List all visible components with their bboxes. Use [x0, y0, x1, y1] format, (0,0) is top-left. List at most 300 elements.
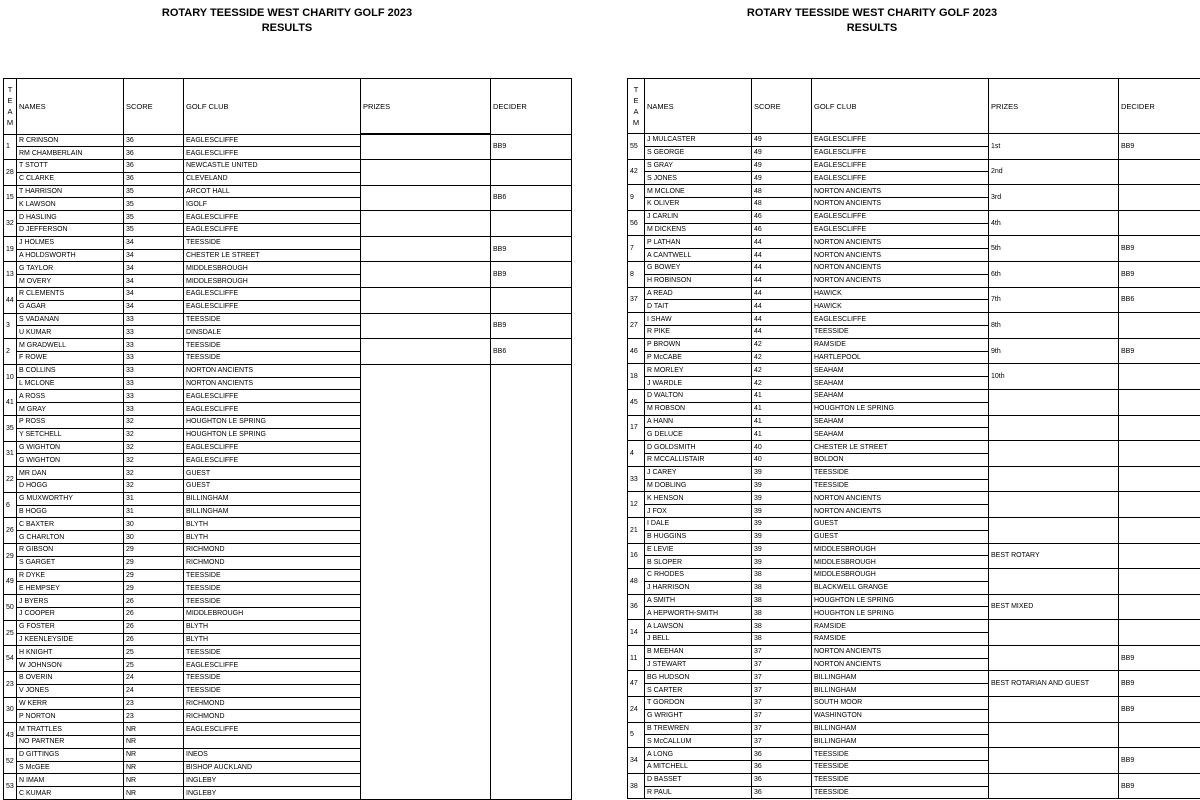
player-score: 33 — [124, 377, 184, 390]
player-score: 34 — [124, 262, 184, 275]
player-score: 44 — [752, 236, 812, 249]
golf-club: EAGLESCLIFFE — [184, 300, 361, 313]
decider-cell — [1119, 543, 1200, 569]
decider-cell: BB6 — [491, 339, 572, 365]
golf-club: NORTON ANCIENTS — [812, 197, 989, 210]
golf-club: TEESSIDE — [184, 236, 361, 249]
player-score: 38 — [752, 594, 812, 607]
golf-club: RAMSIDE — [812, 620, 989, 633]
player-name: P ROSS — [17, 416, 124, 429]
player-score: 36 — [124, 147, 184, 160]
prize-cell — [361, 160, 491, 186]
table-row — [628, 185, 1200, 198]
player-name: C KUMAR — [17, 787, 124, 800]
player-name: B HUGGINS — [645, 530, 752, 543]
golf-club: EAGLESCLIFFE — [184, 390, 361, 403]
table-row — [4, 134, 572, 147]
player-name: S JONES — [645, 172, 752, 185]
golf-club: INEOS — [184, 748, 361, 761]
decider-cell — [1119, 517, 1200, 543]
player-name: F ROWE — [17, 352, 124, 365]
player-name: R PAUL — [645, 786, 752, 799]
table-row — [4, 262, 572, 275]
player-name: P LATHAN — [645, 236, 752, 249]
player-name: R CRINSON — [17, 134, 124, 147]
player-score: 36 — [124, 172, 184, 185]
prize-cell — [989, 697, 1119, 723]
golf-club: EAGLESCLIFFE — [812, 146, 989, 159]
player-score: 37 — [752, 658, 812, 671]
golf-club: NORTON ANCIENTS — [812, 505, 989, 518]
player-name: W KERR — [17, 697, 124, 710]
golf-club: TEESSIDE — [812, 325, 989, 338]
player-score: 29 — [124, 582, 184, 595]
player-name: E HEMPSEY — [17, 582, 124, 595]
table-header — [628, 79, 1200, 134]
golf-club: RAMSIDE — [812, 338, 989, 351]
table-row — [628, 389, 1200, 402]
player-name: B OVERIN — [17, 671, 124, 684]
prize-cell — [361, 236, 491, 262]
prize-cell: 3rd — [989, 185, 1119, 211]
golf-club: EAGLESCLIFFE — [184, 224, 361, 237]
player-score: 48 — [752, 197, 812, 210]
golf-club: INGLEBY — [184, 774, 361, 787]
player-score: 37 — [752, 722, 812, 735]
decider-cell — [1119, 364, 1200, 390]
golf-club: EAGLESCLIFFE — [812, 134, 989, 147]
decider-cell — [1119, 313, 1200, 339]
player-name: J BYERS — [17, 595, 124, 608]
player-score: 37 — [752, 697, 812, 710]
player-name: A SMITH — [645, 594, 752, 607]
player-name: L MCLONE — [17, 377, 124, 390]
player-score: 25 — [124, 659, 184, 672]
golf-club: TEESSIDE — [184, 671, 361, 684]
header-prizes: PRIZES — [361, 79, 491, 135]
player-score: 35 — [124, 211, 184, 224]
player-name: A READ — [645, 287, 752, 300]
document-subtitle: RESULTS — [261, 22, 313, 34]
team-number: 9 — [628, 185, 645, 211]
golf-club: BILLINGHAM — [812, 735, 989, 748]
player-score: 34 — [124, 300, 184, 313]
team-number: 19 — [4, 236, 17, 262]
table-row — [628, 645, 1200, 658]
decider-cell: BB9 — [1119, 671, 1200, 697]
header-team — [4, 79, 17, 135]
golf-club: MIDDLESBROUGH — [812, 543, 989, 556]
prize-cell: 5th — [989, 236, 1119, 262]
prize-cell: 8th — [989, 313, 1119, 339]
player-name: G WIGHTON — [17, 454, 124, 467]
golf-club: MIDDLESBROUGH — [184, 275, 361, 288]
player-score: 39 — [752, 543, 812, 556]
results-body-right — [628, 134, 1200, 799]
player-name: T HARRISON — [17, 185, 124, 198]
player-score: 39 — [752, 556, 812, 569]
header-team-label: T E A M — [6, 85, 14, 128]
player-score: 32 — [124, 416, 184, 429]
player-name: S GARGET — [17, 556, 124, 569]
prize-cell — [361, 288, 491, 314]
golf-club: TEESSIDE — [184, 582, 361, 595]
table-row — [628, 517, 1200, 530]
team-number: 10 — [4, 364, 17, 390]
decider-cell: BB9 — [491, 262, 572, 288]
decider-cell — [1119, 415, 1200, 441]
player-score: 30 — [124, 531, 184, 544]
golf-club: EAGLESCLIFFE — [812, 223, 989, 236]
player-name: I DALE — [645, 517, 752, 530]
golf-club: NORTON ANCIENTS — [812, 236, 989, 249]
golf-club: MIDDLESBROUGH — [812, 569, 989, 582]
table-row — [4, 364, 572, 377]
decider-cell — [1119, 594, 1200, 620]
table-row — [4, 160, 572, 173]
team-number: 1 — [4, 134, 17, 160]
golf-club: GUEST — [812, 530, 989, 543]
team-number: 22 — [4, 467, 17, 493]
golf-club: NORTON ANCIENTS — [812, 492, 989, 505]
golf-club: TEESSIDE — [184, 569, 361, 582]
team-number: 48 — [628, 569, 645, 595]
player-name: J WARDLE — [645, 377, 752, 390]
player-score: 26 — [124, 633, 184, 646]
player-name: K OLIVER — [645, 197, 752, 210]
team-number: 32 — [4, 211, 17, 237]
player-score: 35 — [124, 198, 184, 211]
team-number: 35 — [4, 416, 17, 442]
prize-cell — [989, 389, 1119, 415]
team-number: 41 — [4, 390, 17, 416]
player-name: D BASSET — [645, 773, 752, 786]
team-number: 28 — [4, 160, 17, 186]
team-number: 5 — [628, 722, 645, 748]
player-name: B COLLINS — [17, 364, 124, 377]
team-number: 42 — [628, 159, 645, 185]
team-number: 46 — [628, 338, 645, 364]
prize-cell: 10th — [989, 364, 1119, 390]
golf-club: EAGLESCLIFFE — [184, 454, 361, 467]
golf-club — [184, 735, 361, 748]
prize-cell: 9th — [989, 338, 1119, 364]
player-name: BG HUDSON — [645, 671, 752, 684]
player-name: M MCLONE — [645, 185, 752, 198]
decider-cell — [1119, 441, 1200, 467]
player-score: 39 — [752, 466, 812, 479]
player-name: C RHODES — [645, 569, 752, 582]
team-number: 56 — [628, 210, 645, 236]
team-number: 4 — [628, 441, 645, 467]
golf-club: RAMSIDE — [812, 633, 989, 646]
decider-cell: BB9 — [1119, 697, 1200, 723]
golf-club: SEAHAM — [812, 415, 989, 428]
golf-club: NORTON ANCIENTS — [184, 364, 361, 377]
prize-cell — [989, 441, 1119, 467]
golf-club: NORTON ANCIENTS — [812, 185, 989, 198]
decider-cell: BB9 — [1119, 645, 1200, 671]
golf-club: HOUGHTON LE SPRING — [184, 428, 361, 441]
team-number: 29 — [4, 544, 17, 570]
golf-club: HOUGHTON LE SPRING — [184, 416, 361, 429]
prize-cell — [989, 466, 1119, 492]
golf-club: EAGLESCLIFFE — [184, 211, 361, 224]
player-name: M ROBSON — [645, 402, 752, 415]
table-row — [628, 466, 1200, 479]
decider-cell — [1119, 620, 1200, 646]
player-score: 26 — [124, 595, 184, 608]
table-row — [4, 313, 572, 326]
table-row — [628, 287, 1200, 300]
decider-cell — [1119, 466, 1200, 492]
player-name: J MULCASTER — [645, 134, 752, 147]
golf-club: EAGLESCLIFFE — [812, 313, 989, 326]
golf-club: CHESTER LE STREET — [812, 441, 989, 454]
golf-club: RICHMOND — [184, 710, 361, 723]
player-name: R MORLEY — [645, 364, 752, 377]
player-score: 39 — [752, 530, 812, 543]
player-score: 42 — [752, 364, 812, 377]
prize-cell: 7th — [989, 287, 1119, 313]
player-name: A HOLDSWORTH — [17, 249, 124, 262]
golf-club: BILLINGHAM — [184, 492, 361, 505]
player-name: J CAREY — [645, 466, 752, 479]
player-score: 34 — [124, 249, 184, 262]
player-score: 41 — [752, 415, 812, 428]
golf-club: BILLINGHAM — [812, 684, 989, 697]
decider-cell: BB9 — [1119, 773, 1200, 799]
golf-club: GUEST — [184, 467, 361, 480]
team-number: 24 — [628, 697, 645, 723]
player-score: NR — [124, 735, 184, 748]
player-name: R PIKE — [645, 325, 752, 338]
team-number: 38 — [628, 773, 645, 799]
player-score: 39 — [752, 479, 812, 492]
player-name: A HEPWORTH-SMITH — [645, 607, 752, 620]
player-name: M GRADWELL — [17, 339, 124, 352]
golf-club: NORTON ANCIENTS — [812, 261, 989, 274]
table-row — [628, 159, 1200, 172]
player-name: D GOLDSMITH — [645, 441, 752, 454]
golf-club: IGOLF — [184, 198, 361, 211]
player-score: NR — [124, 748, 184, 761]
prize-cell — [361, 313, 491, 339]
decider-cell: BB9 — [1119, 134, 1200, 160]
player-score: 44 — [752, 313, 812, 326]
table-row — [628, 236, 1200, 249]
results-table-right — [627, 78, 1200, 799]
player-name: J CARLIN — [645, 210, 752, 223]
player-name: M TRATTLES — [17, 723, 124, 736]
player-score: 35 — [124, 224, 184, 237]
player-score: 44 — [752, 287, 812, 300]
decider-cell: BB9 — [491, 134, 572, 160]
decider-cell — [1119, 722, 1200, 748]
player-name: G TAYLOR — [17, 262, 124, 275]
player-score: 42 — [752, 377, 812, 390]
table-row — [4, 288, 572, 301]
player-name: M OVERY — [17, 275, 124, 288]
header-club: GOLF CLUB — [184, 79, 361, 135]
table-row — [628, 543, 1200, 556]
golf-club: CLEVELAND — [184, 172, 361, 185]
player-score: NR — [124, 761, 184, 774]
golf-club: TEESSIDE — [184, 339, 361, 352]
player-score: 44 — [752, 249, 812, 262]
player-score: 33 — [124, 352, 184, 365]
player-name: D HASLING — [17, 211, 124, 224]
prize-cell — [989, 722, 1119, 748]
player-name: N IMAM — [17, 774, 124, 787]
table-row — [4, 236, 572, 249]
golf-club: TEESSIDE — [812, 786, 989, 799]
prize-cell — [361, 339, 491, 365]
player-name: B HOGG — [17, 505, 124, 518]
prize-cell: 2nd — [989, 159, 1119, 185]
player-name: P BROWN — [645, 338, 752, 351]
table-row — [4, 185, 572, 198]
golf-club: TEESSIDE — [812, 761, 989, 774]
golf-club: EAGLESCLIFFE — [184, 134, 361, 147]
player-score: 44 — [752, 300, 812, 313]
team-number: 17 — [628, 415, 645, 441]
golf-club: CHESTER LE STREET — [184, 249, 361, 262]
player-score: 34 — [124, 236, 184, 249]
team-number: 43 — [4, 723, 17, 749]
golf-club: HAWICK — [812, 287, 989, 300]
golf-club: NORTON ANCIENTS — [184, 377, 361, 390]
player-name: A ROSS — [17, 390, 124, 403]
player-score: 44 — [752, 261, 812, 274]
player-name: G WRIGHT — [645, 709, 752, 722]
player-name: J HOLMES — [17, 236, 124, 249]
golf-club: TEESSIDE — [812, 773, 989, 786]
team-number: 26 — [4, 518, 17, 544]
player-name: H KNIGHT — [17, 646, 124, 659]
golf-club: EAGLESCLIFFE — [184, 723, 361, 736]
player-score: 41 — [752, 428, 812, 441]
player-name: S GEORGE — [645, 146, 752, 159]
player-name: M DOBLING — [645, 479, 752, 492]
player-score: 49 — [752, 159, 812, 172]
player-name: A MITCHELL — [645, 761, 752, 774]
player-score: 46 — [752, 210, 812, 223]
player-score: 35 — [124, 185, 184, 198]
golf-club: NORTON ANCIENTS — [812, 645, 989, 658]
prize-cell: BEST ROTARIAN AND GUEST — [989, 671, 1119, 697]
player-score: 33 — [124, 403, 184, 416]
team-number: 12 — [628, 492, 645, 518]
player-name: R MCCALLISTAIR — [645, 453, 752, 466]
table-row — [628, 620, 1200, 633]
golf-club: BLYTH — [184, 531, 361, 544]
player-score: 24 — [124, 684, 184, 697]
golf-club: EAGLESCLIFFE — [184, 147, 361, 160]
decider-cell: BB9 — [1119, 338, 1200, 364]
player-name: MR DAN — [17, 467, 124, 480]
player-score: 36 — [124, 160, 184, 173]
team-number: 13 — [4, 262, 17, 288]
golf-club: BILLINGHAM — [812, 722, 989, 735]
player-name: A CANTWELL — [645, 249, 752, 262]
player-name: B MEEHAN — [645, 645, 752, 658]
results-table-left — [3, 78, 572, 800]
table-row — [628, 722, 1200, 735]
player-score: 38 — [752, 607, 812, 620]
player-score: 38 — [752, 581, 812, 594]
table-row — [628, 261, 1200, 274]
table-row — [628, 569, 1200, 582]
team-number: 45 — [628, 389, 645, 415]
player-name: S McGEE — [17, 761, 124, 774]
table-row — [628, 492, 1200, 505]
player-score: 41 — [752, 402, 812, 415]
golf-club: INGLEBY — [184, 787, 361, 800]
player-score: 25 — [124, 646, 184, 659]
player-name: V JONES — [17, 684, 124, 697]
golf-club: SOUTH MOOR — [812, 697, 989, 710]
player-score: 29 — [124, 556, 184, 569]
team-number: 54 — [4, 646, 17, 672]
team-number: 6 — [4, 492, 17, 518]
right-heading — [582, 6, 1162, 36]
table-row — [4, 339, 572, 352]
golf-club: HARTLEPOOL — [812, 351, 989, 364]
player-score: 31 — [124, 505, 184, 518]
prize-cell — [989, 492, 1119, 518]
player-score: 40 — [752, 441, 812, 454]
player-score: 26 — [124, 620, 184, 633]
golf-club: EAGLESCLIFFE — [184, 403, 361, 416]
golf-club: GUEST — [812, 517, 989, 530]
header-club: GOLF CLUB — [812, 79, 989, 134]
player-name: P McCABE — [645, 351, 752, 364]
player-name: G FOSTER — [17, 620, 124, 633]
team-number: 14 — [628, 620, 645, 646]
player-name: G DELUCE — [645, 428, 752, 441]
team-number: 37 — [628, 287, 645, 313]
prize-cell: 1st — [989, 134, 1119, 160]
golf-club: RICHMOND — [184, 556, 361, 569]
golf-club: TEESSIDE — [184, 646, 361, 659]
golf-club: HOUGHTON LE SPRING — [812, 402, 989, 415]
prize-cell: BEST MIXED — [989, 594, 1119, 620]
decider-cell — [1119, 210, 1200, 236]
player-name: D WALTON — [645, 389, 752, 402]
golf-club: NORTON ANCIENTS — [812, 658, 989, 671]
team-number: 33 — [628, 466, 645, 492]
player-name: D TAIT — [645, 300, 752, 313]
player-score: 23 — [124, 710, 184, 723]
decider-cell: BB6 — [491, 185, 572, 211]
player-name: W JOHNSON — [17, 659, 124, 672]
table-row — [628, 210, 1200, 223]
player-score: 42 — [752, 351, 812, 364]
document-title: ROTARY TEESSIDE WEST CHARITY GOLF 2023 — [746, 7, 998, 19]
player-score: 33 — [124, 364, 184, 377]
golf-club: EAGLESCLIFFE — [812, 159, 989, 172]
player-name: U KUMAR — [17, 326, 124, 339]
prize-cell: 6th — [989, 261, 1119, 287]
player-name: S VADANAN — [17, 313, 124, 326]
prize-cell — [361, 211, 491, 237]
team-number: 34 — [628, 748, 645, 774]
player-score: 36 — [752, 761, 812, 774]
player-score: 37 — [752, 671, 812, 684]
team-number: 7 — [628, 236, 645, 262]
header-team-label: T E A M — [632, 85, 640, 127]
